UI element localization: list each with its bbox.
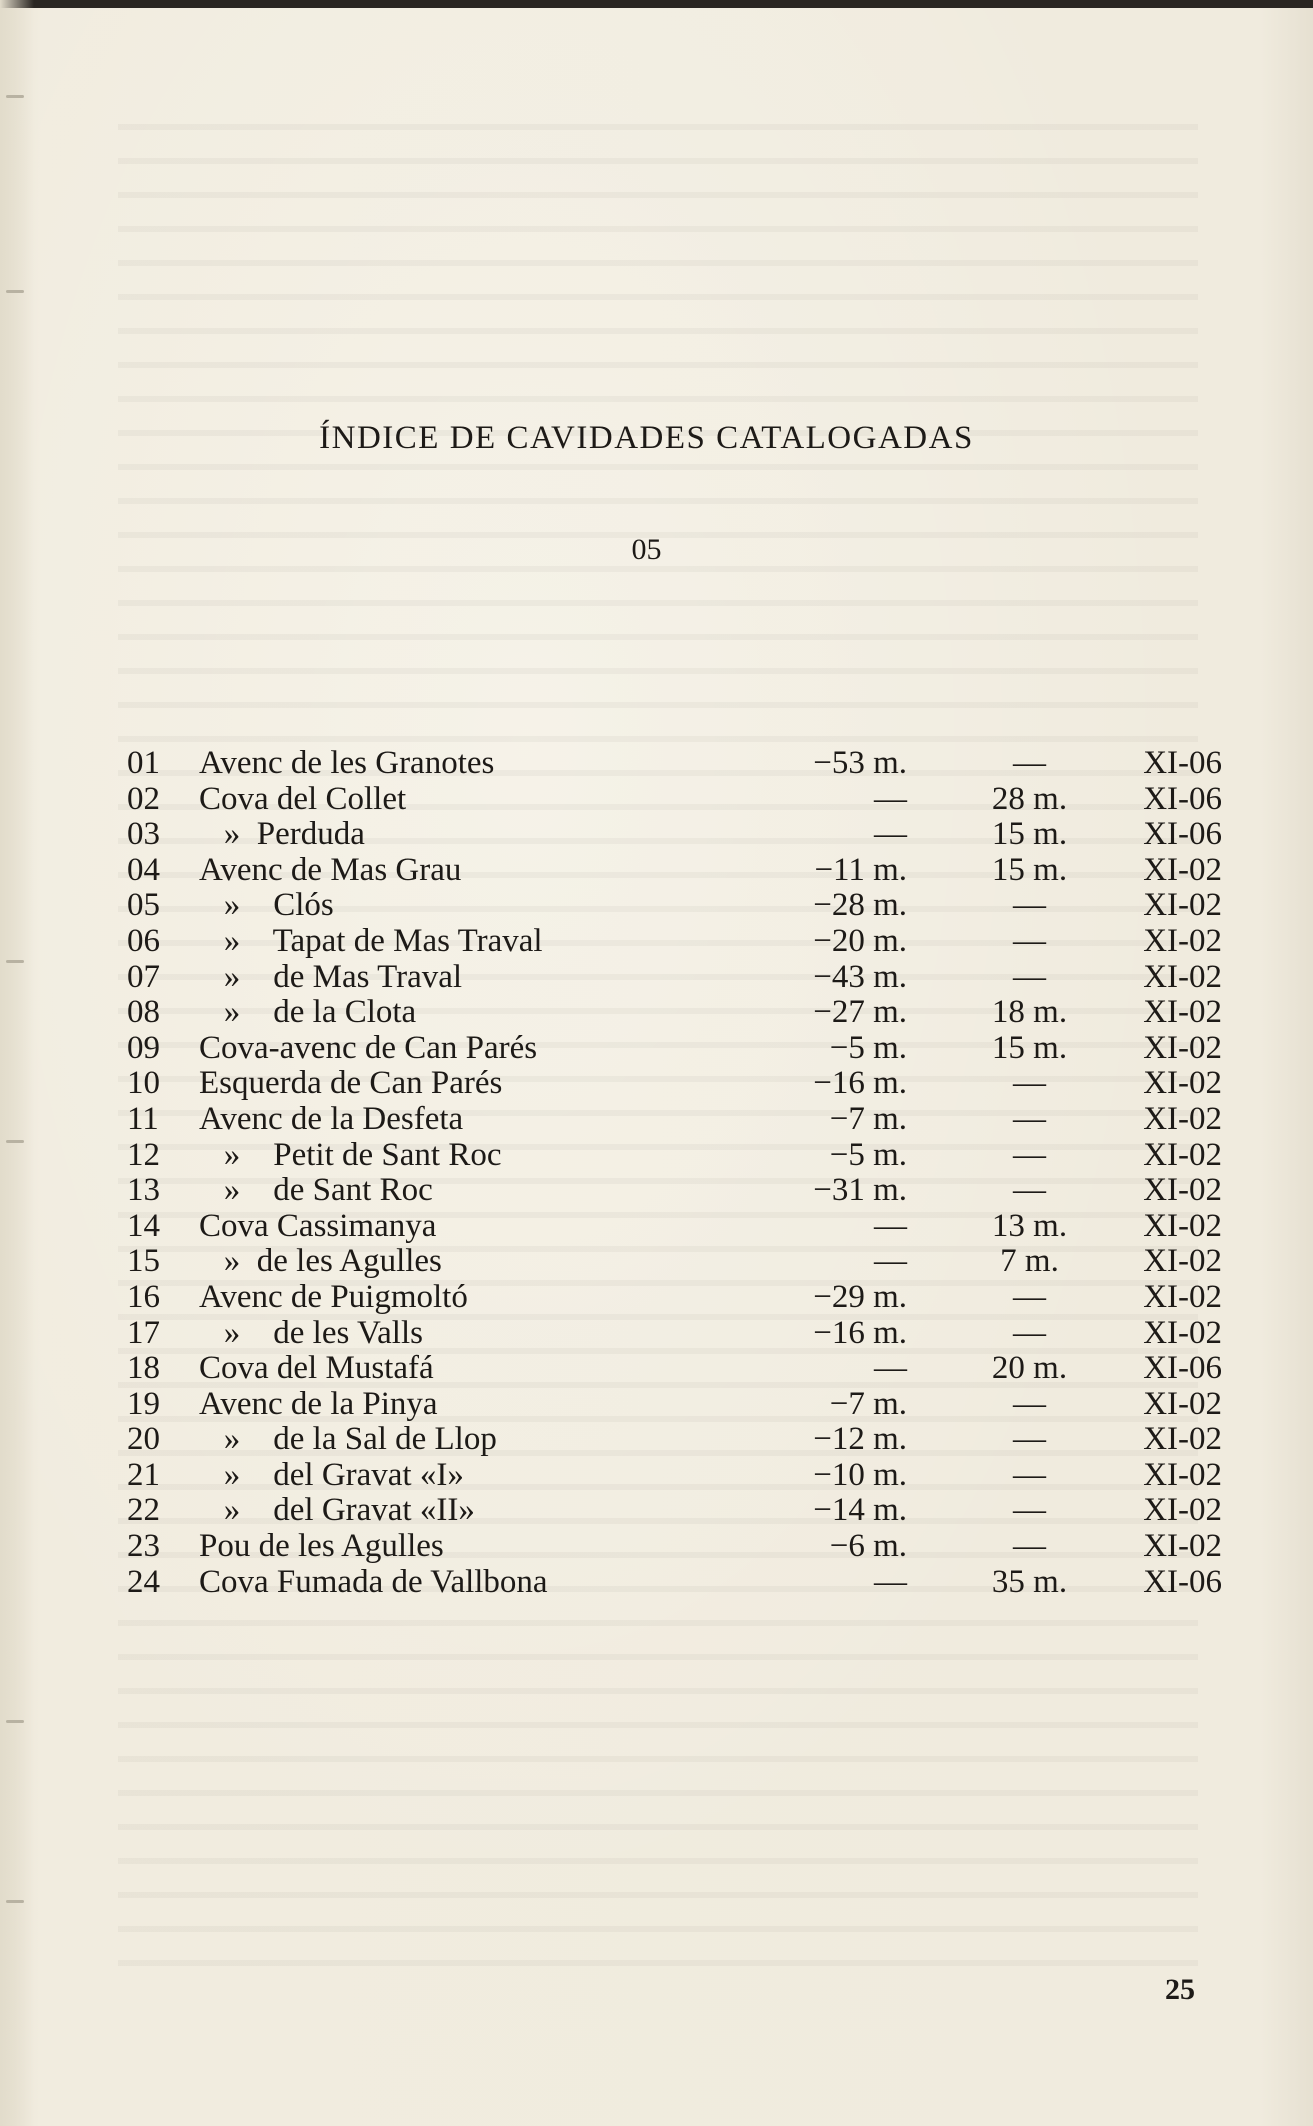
cavity-length: 20 m. — [991, 1350, 1068, 1387]
catalog-row — [127, 1172, 1222, 1209]
cavity-depth: −5 m. — [829, 1136, 907, 1173]
page-top-edge — [0, 0, 1313, 8]
entry-number: 08 — [127, 994, 160, 1031]
cavity-name: » Tapat de Mas Traval — [199, 922, 543, 959]
cavity-name: Avenc de les Granotes — [199, 745, 495, 781]
catalog-row — [127, 780, 1222, 818]
cavity-length: — — [1013, 1100, 1046, 1137]
cavity-name: Avenc de Puigmoltó — [199, 1278, 468, 1315]
cavity-name: » de la Clota — [199, 994, 417, 1031]
map-sheet-code: XI-02 — [1143, 1314, 1222, 1351]
entry-number: 19 — [127, 1385, 160, 1422]
entry-number: 21 — [127, 1456, 160, 1493]
map-sheet-code: XI-02 — [1143, 1385, 1222, 1422]
map-sheet-code: XI-02 — [1143, 922, 1222, 959]
catalog-row — [127, 1421, 1222, 1458]
entry-number: 20 — [127, 1421, 160, 1458]
cavity-depth: −53 m. — [813, 745, 907, 781]
catalog-row — [127, 1456, 1222, 1494]
entry-number: 15 — [127, 1243, 160, 1280]
cavity-length: — — [1013, 745, 1046, 781]
cavity-depth: −16 m. — [813, 1065, 907, 1102]
cavity-name: Pou de les Agulles — [199, 1528, 444, 1565]
cavity-depth: −11 m. — [814, 851, 907, 888]
cavity-length: 28 m. — [991, 780, 1068, 817]
map-sheet-code: XI-02 — [1143, 958, 1222, 995]
cavity-depth: −27 m. — [813, 994, 907, 1031]
map-sheet-code: XI-02 — [1143, 1278, 1222, 1315]
catalog-row — [127, 1243, 1222, 1280]
map-sheet-code: XI-02 — [1143, 994, 1222, 1031]
cavity-depth: −20 m. — [813, 922, 907, 959]
map-sheet-code: XI-02 — [1143, 1172, 1222, 1209]
map-sheet-code: XI-02 — [1143, 1207, 1222, 1244]
cavity-length: — — [1013, 1528, 1046, 1565]
entry-number: 11 — [127, 1100, 159, 1137]
cavity-name: Avenc de la Desfeta — [199, 1100, 464, 1137]
entry-number: 12 — [127, 1136, 160, 1173]
entry-number: 10 — [127, 1065, 160, 1102]
cavity-length: 35 m. — [991, 1563, 1068, 1600]
catalog-row — [127, 745, 1222, 782]
cavity-depth: −28 m. — [813, 887, 907, 924]
cavity-depth: −14 m. — [813, 1492, 907, 1529]
binding-stitch — [6, 1720, 24, 1723]
entry-number: 22 — [127, 1492, 160, 1529]
cavity-length: — — [1013, 1172, 1046, 1209]
entry-number: 09 — [127, 1029, 160, 1066]
binding-stitch — [6, 960, 24, 963]
cavity-name: Avenc de Mas Grau — [199, 851, 462, 888]
catalog-row — [127, 1029, 1222, 1067]
catalog-row — [127, 958, 1222, 996]
cavity-depth: −12 m. — [813, 1421, 907, 1458]
cavity-length: — — [1013, 1136, 1046, 1173]
cavity-depth: −31 m. — [813, 1172, 907, 1209]
cavity-length: — — [1013, 1314, 1046, 1351]
cavity-depth: −5 m. — [829, 1029, 907, 1066]
catalog-row — [127, 994, 1222, 1031]
cavity-depth: — — [874, 1563, 907, 1600]
cavity-catalog-table — [127, 745, 1222, 1600]
entry-number: 02 — [127, 780, 160, 817]
map-sheet-code: XI-02 — [1143, 1456, 1222, 1493]
cavity-length: — — [1013, 1456, 1046, 1493]
binding-stitch — [6, 1900, 24, 1903]
cavity-depth: −6 m. — [829, 1528, 907, 1565]
cavity-name: Cova-avenc de Can Parés — [199, 1029, 538, 1066]
cavity-depth: — — [874, 1350, 907, 1387]
catalog-row — [127, 1278, 1222, 1316]
map-sheet-code: XI-02 — [1143, 1100, 1222, 1137]
cavity-length: — — [1013, 1385, 1046, 1422]
cavity-depth: — — [874, 1243, 907, 1280]
entry-number: 24 — [127, 1563, 160, 1600]
cavity-depth: −16 m. — [813, 1314, 907, 1351]
map-sheet-code: XI-02 — [1143, 1492, 1222, 1529]
cavity-length: — — [1013, 922, 1046, 959]
cavity-length: — — [1013, 887, 1046, 924]
section-number: 05 — [631, 533, 662, 566]
entry-number: 17 — [127, 1314, 160, 1351]
entry-number: 14 — [127, 1207, 160, 1244]
cavity-name: Cova Cassimanya — [199, 1207, 437, 1244]
cavity-length: — — [1013, 1492, 1046, 1529]
cavity-length: — — [1013, 1278, 1046, 1315]
binding-stitch — [6, 1140, 24, 1143]
cavity-name: Cova del Mustafá — [199, 1350, 434, 1387]
catalog-row — [127, 1314, 1222, 1352]
entry-number: 23 — [127, 1528, 160, 1565]
cavity-length: 7 m. — [1000, 1243, 1059, 1280]
cavity-depth: — — [874, 1207, 907, 1244]
map-sheet-code: XI-02 — [1143, 851, 1222, 888]
catalog-row — [127, 1100, 1222, 1138]
catalog-row — [127, 1065, 1222, 1102]
cavity-name: Cova Fumada de Vallbona — [199, 1563, 548, 1600]
map-sheet-code: XI-06 — [1143, 1563, 1222, 1600]
cavity-name: » Clós — [199, 887, 334, 924]
catalog-row — [127, 851, 1222, 889]
map-sheet-code: XI-06 — [1143, 816, 1222, 853]
page-title: ÍNDICE DE CAVIDADES CATALOGADAS — [319, 420, 974, 456]
cavity-depth: −43 m. — [813, 958, 907, 995]
cavity-length: — — [1013, 958, 1046, 995]
entry-number: 03 — [127, 816, 160, 853]
cavity-depth: −7 m. — [829, 1100, 907, 1137]
entry-number: 06 — [127, 922, 160, 959]
cavity-name: » Perduda — [199, 816, 365, 853]
map-sheet-code: XI-02 — [1143, 1065, 1222, 1102]
entry-number: 01 — [127, 745, 160, 781]
cavity-name: Esquerda de Can Parés — [199, 1065, 503, 1102]
entry-number: 13 — [127, 1172, 160, 1209]
page-number: 25 — [1165, 1973, 1195, 2006]
cavity-name: » Petit de Sant Roc — [199, 1136, 502, 1173]
binding-stitch — [6, 95, 24, 98]
map-sheet-code: XI-02 — [1143, 1029, 1222, 1066]
cavity-length: 15 m. — [991, 816, 1068, 853]
cavity-depth: −29 m. — [813, 1278, 907, 1315]
cavity-length: 15 m. — [991, 1029, 1068, 1066]
cavity-length: 18 m. — [991, 994, 1068, 1031]
cavity-name: » del Gravat «II» — [199, 1492, 475, 1529]
catalog-row — [127, 1385, 1222, 1423]
cavity-length: — — [1013, 1421, 1046, 1458]
map-sheet-code: XI-06 — [1143, 780, 1222, 817]
catalog-row — [127, 1528, 1222, 1565]
cavity-name: Cova del Collet — [199, 780, 407, 817]
cavity-name: » de Mas Traval — [199, 958, 463, 995]
cavity-name: Avenc de la Pinya — [199, 1385, 438, 1422]
catalog-row — [127, 1207, 1222, 1245]
map-sheet-code: XI-06 — [1143, 745, 1222, 781]
cavity-length: — — [1013, 1065, 1046, 1102]
cavity-length: 15 m. — [991, 851, 1068, 888]
map-sheet-code: XI-02 — [1143, 1421, 1222, 1458]
cavity-name: » de la Sal de Llop — [199, 1421, 497, 1458]
cavity-depth: — — [874, 816, 907, 853]
map-sheet-code: XI-02 — [1143, 1528, 1222, 1565]
catalog-row — [127, 922, 1222, 960]
entry-number: 18 — [127, 1350, 160, 1387]
entry-number: 05 — [127, 887, 160, 924]
cavity-name: » de Sant Roc — [199, 1172, 433, 1209]
entry-number: 16 — [127, 1278, 160, 1315]
entry-number: 04 — [127, 851, 160, 888]
cavity-name: » de les Agulles — [199, 1243, 442, 1280]
map-sheet-code: XI-02 — [1143, 1243, 1222, 1280]
binding-stitch — [6, 290, 24, 293]
catalog-row — [127, 1492, 1222, 1529]
cavity-length: 13 m. — [991, 1207, 1068, 1244]
map-sheet-code: XI-02 — [1143, 1136, 1222, 1173]
map-sheet-code: XI-06 — [1143, 1350, 1222, 1387]
binding-margin — [0, 0, 34, 2126]
catalog-row — [127, 1563, 1222, 1601]
catalog-row — [127, 887, 1222, 924]
cavity-depth: — — [874, 780, 907, 817]
cavity-name: » del Gravat «I» — [199, 1456, 464, 1493]
cavity-depth: −10 m. — [813, 1456, 907, 1493]
catalog-row — [127, 816, 1222, 853]
catalog-row — [127, 1350, 1222, 1387]
entry-number: 07 — [127, 958, 160, 995]
cavity-name: » de les Valls — [199, 1314, 423, 1351]
catalog-row — [127, 1136, 1222, 1174]
map-sheet-code: XI-02 — [1143, 887, 1222, 924]
cavity-depth: −7 m. — [829, 1385, 907, 1422]
